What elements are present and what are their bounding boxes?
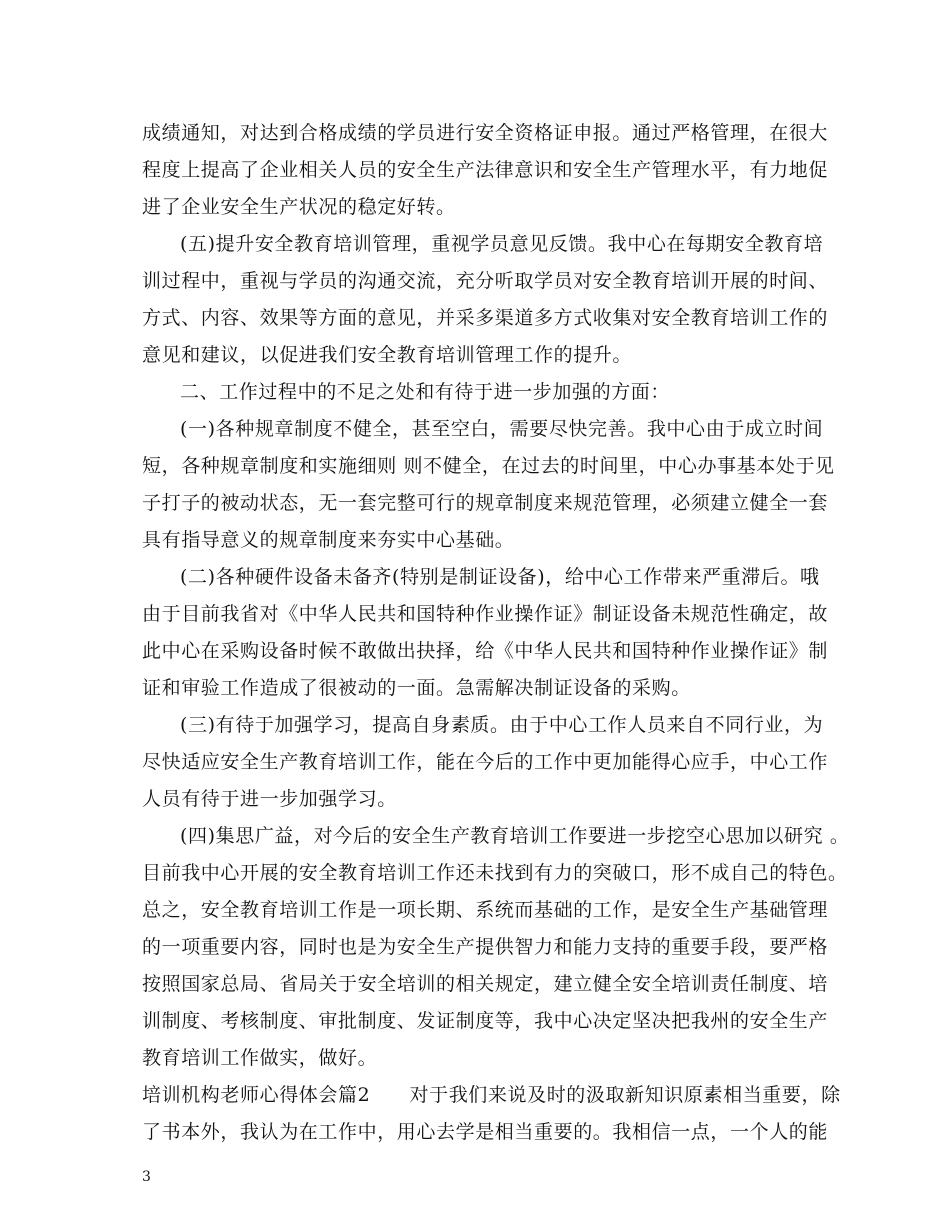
text-line: 具有指导意义的规章制度来夯实中心基础。 bbox=[142, 529, 515, 551]
text-line: 方式、内容、效果等方面的意见，并采多渠道多方式收集对安全教育培训工作的 bbox=[142, 307, 829, 329]
paragraph-start-line: (三)有待于加强学习，提高自身素质。由于中心工作人员来自不同行业，为 bbox=[180, 714, 824, 736]
text-line: 进了企业安全生产状况的稳定好转。 bbox=[142, 196, 456, 218]
text-line: 训过程中，重视与学员的沟通交流，充分听取学员对安全教育培训开展的时间、 bbox=[142, 270, 829, 292]
text-line: 人员有待于进一步加强学习。 bbox=[142, 788, 397, 810]
text-line: 了书本外，我认为在工作中，用心去学是相当重要的。我相信一点，一个人的能 bbox=[142, 1121, 829, 1143]
article-title-line: 培训机构老师心得体会篇2 对于我们来说及时的汲取新知识原素相当重要，除 bbox=[142, 1084, 841, 1106]
text-line: 意见和建议，以促进我们安全教育培训管理工作的提升。 bbox=[142, 344, 633, 366]
section-heading: 二、工作过程中的不足之处和有待于进一步加强的方面： bbox=[180, 381, 671, 403]
text-line: 成绩通知，对达到合格成绩的学员进行安全资格证申报。通过严格管理，在很大 bbox=[142, 122, 829, 144]
text-line: 总之，安全教育培训工作是一项长期、系统而基础的工作，是安全生产基础管理 bbox=[142, 899, 829, 921]
paragraph-start-line: (二)各种硬件设备未备齐(特别是制证设备)，给中心工作带来严重滞后。哦 bbox=[180, 566, 820, 588]
paragraph-start-line: (四)集思广益，对今后的安全生产教育培训工作要进一步挖空心思加以研究 。 bbox=[180, 825, 850, 847]
paragraph-start-line: (五)提升安全教育培训管理，重视学员意见反馈。我中心在每期安全教育培 bbox=[180, 233, 824, 255]
text-line: 由于目前我省对《中华人民共和国特种作业操作证》制证设备未规范性确定，故 bbox=[142, 603, 829, 625]
paragraph-start-line: (一)各种规章制度不健全，甚至空白，需要尽快完善。我中心由于成立时间 bbox=[180, 418, 824, 440]
text-line: 教育培训工作做实，做好。 bbox=[142, 1047, 378, 1069]
text-line: 尽快适应安全生产教育培训工作，能在今后的工作中更加能得心应手，中心工作 bbox=[142, 751, 829, 773]
text-line: 子打子的被动状态，无一套完整可行的规章制度来规范管理，必须建立健全一套 bbox=[142, 492, 829, 514]
text-line: 证和审验工作造成了很被动的一面。急需解决制证设备的采购。 bbox=[142, 677, 691, 699]
text-line: 程度上提高了企业相关人员的安全生产法律意识和安全生产管理水平，有力地促 bbox=[142, 159, 829, 181]
text-line: 训制度、考核制度、审批制度、发证制度等，我中心决定坚决把我州的安全生产 bbox=[142, 1010, 829, 1032]
text-line: 的一项重要内容，同时也是为安全生产提供智力和能力支持的重要手段，要严格 bbox=[142, 936, 829, 958]
text-line: 目前我中心开展的安全教育培训工作还未找到有力的突破口，形不成自己的特色。 bbox=[142, 862, 848, 884]
text-line: 按照国家总局、省局关于安全培训的相关规定，建立健全安全培训责任制度、培 bbox=[142, 973, 829, 995]
page-number: 3 bbox=[142, 1169, 151, 1185]
text-line: 此中心在采购设备时候不敢做出抉择，给《中华人民共和国特种作业操作证》制 bbox=[142, 640, 829, 662]
text-line: 短，各种规章制度和实施细则 则不健全，在过去的时间里，中心办事基本处于见 bbox=[142, 455, 835, 477]
